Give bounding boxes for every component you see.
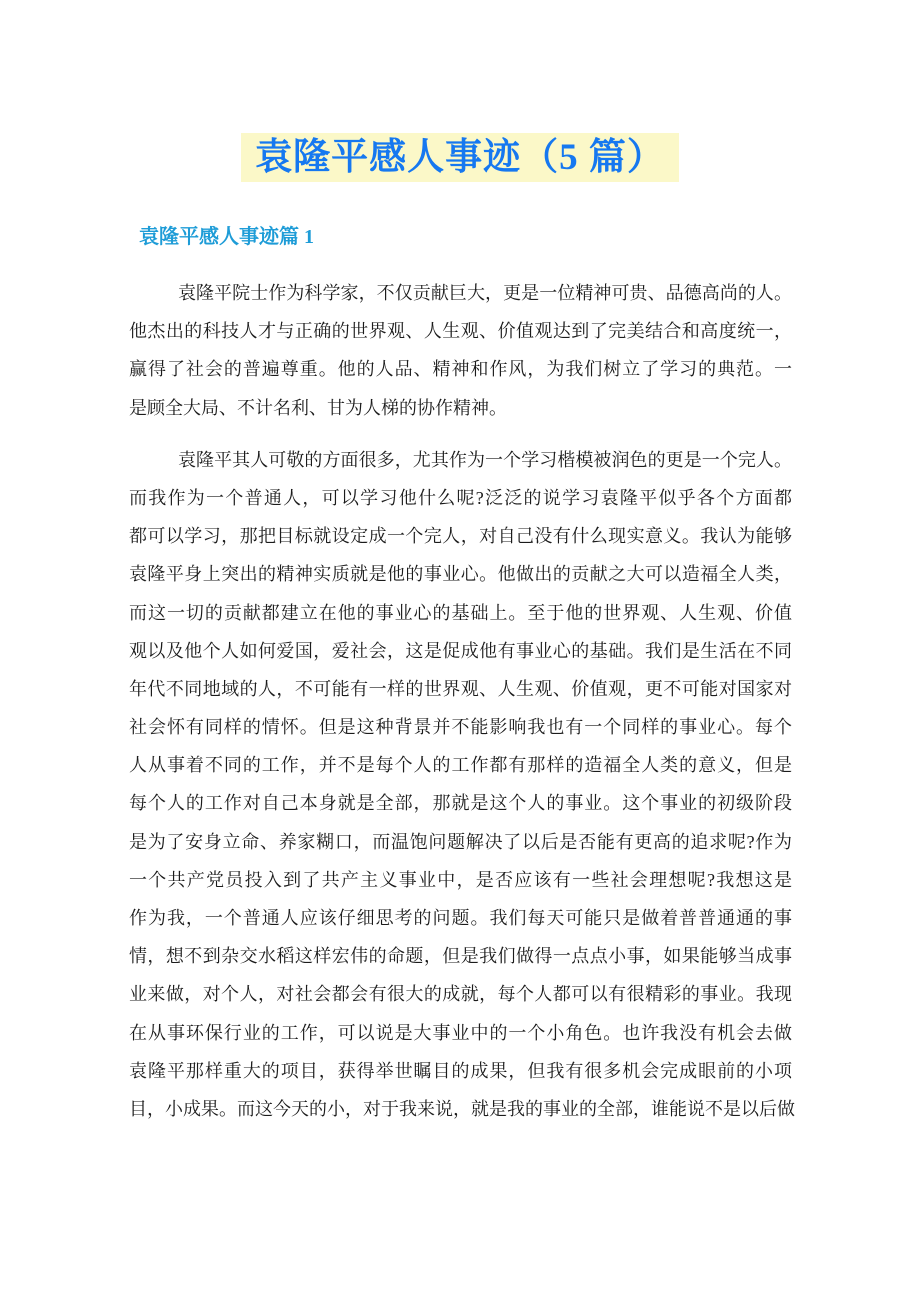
document-title: 袁隆平感人事迹（5 篇）	[255, 137, 665, 178]
paragraph-line: 赢得了社会的普遍尊重。他的人品、精神和作风，为我们树立了学习的典范。一	[129, 359, 792, 380]
paragraph-2	[129, 441, 795, 1128]
paragraph-1	[129, 274, 792, 427]
paragraph-line: 目，小成果。而这今天的小，对于我来说，就是我的事业的全部，谁能说不是以后做	[129, 1098, 795, 1119]
paragraph-line: 一个共产党员投入到了共产主义事业中，是否应该有一些社会理想呢?我想这是	[129, 869, 792, 890]
title-block	[0, 133, 920, 182]
title-highlight	[241, 133, 679, 182]
paragraph-line: 是顾全大局、不计名利、甘为人梯的协作精神。	[129, 397, 507, 418]
paragraph-line: 是为了安身立命、养家糊口，而温饱问题解决了以后是否能有更高的追求呢?作为	[129, 831, 792, 852]
paragraph-line: 业来做，对个人，对社会都会有很大的成就，每个人都可以有很精彩的事业。我现	[129, 984, 792, 1005]
document-body	[129, 274, 795, 1128]
paragraph-line: 作为我，一个普通人应该仔细思考的问题。我们每天可能只是做着普普通通的事	[129, 908, 792, 928]
paragraph-line: 年代不同地域的人，不可能有一样的世界观、人生观、价值观，更不可能对国家对	[129, 678, 792, 699]
section-heading: 袁隆平感人事迹篇 1	[139, 226, 314, 248]
paragraph-line: 他杰出的科技人才与正确的世界观、人生观、价值观达到了完美结合和高度统一，	[129, 321, 792, 342]
paragraph-line: 每个人的工作对自己本身就是全部，那就是这个人的事业。这个事业的初级阶段	[129, 793, 792, 814]
paragraph-line: 人从事着不同的工作，并不是每个人的工作都有那样的造福全人类的意义，但是	[129, 755, 792, 776]
paragraph-line: 袁隆平身上突出的精神实质就是他的事业心。他做出的贡献之大可以造福全人类，	[129, 564, 792, 585]
paragraph-line: 情，想不到杂交水稻这样宏伟的命题，但是我们做得一点点小事，如果能够当成事	[129, 946, 792, 967]
paragraph-line: 观以及他个人如何爱国，爱社会，这是促成他有事业心的基础。我们是生活在不同	[129, 640, 792, 661]
paragraph-line: 而这一切的贡献都建立在他的事业心的基础上。至于他的世界观、人生观、价值	[129, 602, 792, 623]
paragraph-line: 袁隆平那样重大的项目，获得举世瞩目的成果，但我有很多机会完成眼前的小项	[129, 1060, 792, 1081]
paragraph-line: 袁隆平院士作为科学家，不仅贡献巨大，更是一位精神可贵、品德高尚的人。	[178, 283, 792, 303]
paragraph-line: 在从事环保行业的工作，可以说是大事业中的一个小角色。也许我没有机会去做	[129, 1022, 792, 1043]
paragraph-line: 社会怀有同样的情怀。但是这种背景并不能影响我也有一个同样的事业心。每个	[129, 717, 792, 738]
paragraph-line: 而我作为一个普通人，可以学习他什么呢?泛泛的说学习袁隆平似乎各个方面都	[129, 487, 792, 508]
paragraph-line: 袁隆平其人可敬的方面很多，尤其作为一个学习楷模被润色的更是一个完人。	[178, 449, 792, 470]
paragraph-line: 都可以学习，那把目标就设定成一个完人，对自己没有什么现实意义。我认为能够	[129, 526, 792, 547]
